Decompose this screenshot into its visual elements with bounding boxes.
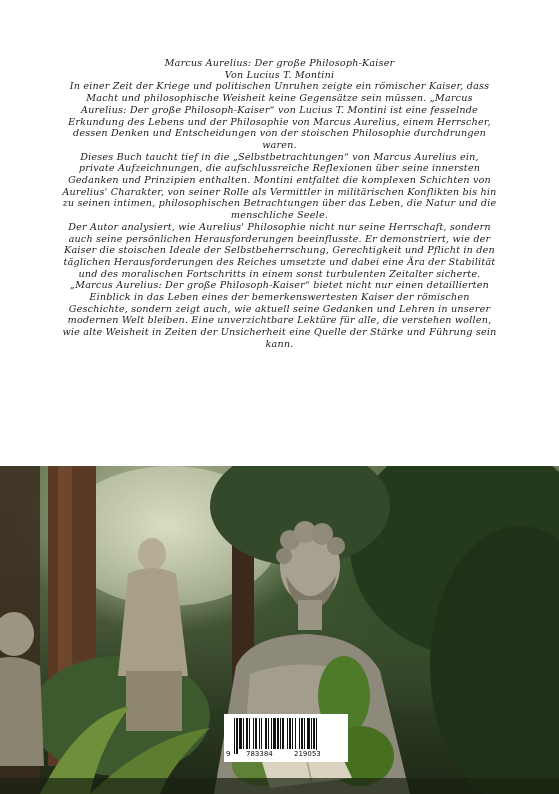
blurb-paragraph-3: Der Autor analysiert, wie Aurelius' Philosophie nicht nur seine Herrschaft, sondern auch seine persönlichen Herausforderungen beeinflusste. Er demonstriert, wie der Kaiser die stoischen Ideale der Selbstbeherrschung, Gerechtigkeit und Pflicht in den täglichen Herausforderungen des Reiches umsetzte und dabei eine Ära der Stabilität und des moralischen Fortschritts in einem sonst turbulenten Zeitalter sicherte.: [63, 221, 496, 280]
barcode-bar: [236, 718, 238, 754]
barcode-bar: [243, 718, 244, 749]
barcode-bar: [249, 718, 250, 749]
barcode-bar: [295, 718, 296, 749]
barcode-bar: [246, 718, 248, 749]
barcode-bar: [282, 718, 284, 749]
isbn-barcode: [224, 714, 348, 762]
barcode-bars: [224, 714, 348, 762]
back-cover-blurb: [62, 58, 497, 351]
barcode-bar: [313, 718, 315, 749]
barcode-bar: [304, 718, 305, 749]
barcode-digit-first: 9: [226, 750, 231, 758]
author-line: Von Lucius T. Montini: [224, 69, 335, 81]
barcode-digits-right: 219053: [294, 750, 321, 758]
barcode-bar: [268, 718, 269, 749]
barcode-bar: [280, 718, 281, 749]
barcode-bar: [289, 718, 291, 749]
barcode-bar: [301, 718, 303, 749]
barcode-bar: [292, 718, 293, 749]
barcode-bar: [261, 718, 262, 749]
barcode-bar: [253, 718, 254, 749]
barcode-bar: [239, 718, 242, 749]
barcode-bar: [299, 718, 300, 749]
barcode-bar: [234, 718, 235, 754]
barcode-bar: [273, 718, 276, 749]
barcode-bar: [277, 718, 279, 749]
barcode-digits-left: 783384: [246, 750, 273, 758]
barcode-bar: [255, 718, 257, 749]
barcode-bar: [271, 718, 272, 749]
blurb-paragraph-1: In einer Zeit der Kriege und politischen Unruhen zeigte ein römischer Kaiser, dass Macht und philosophische Weisheit keine Gegensätze sein müssen. „Marcus Aurelius: Der große Philosoph-Kaiser“ von Lucius T. Montini ist eine fesselnde Erkundung des Lebens und der Philosophie von Marcus Aurelius, einem Herrscher, dessen Denken und Entscheidungen von der stoischen Philosophie durchdrungen waren.: [68, 81, 491, 151]
barcode-bar: [259, 718, 260, 749]
book-title: Marcus Aurelius: Der große Philosoph-Kaiser: [164, 58, 395, 69]
blurb-paragraph-2: Dieses Buch taucht tief in die „Selbstbetrachtungen“ von Marcus Aurelius ein, private Aufzeichnungen, die aufschlussreiche Reflexionen über seine innersten Gedanken und Prinzipien enthalten. Montini entfaltet die komplexen Schichten von Aurelius' Charakter, von seiner Rolle als Vermittler in militärischen Konflikten bis hin zu seinen intimen, philosophischen Betrachtungen über das Leben, die Natur und die menschliche Seele.: [62, 151, 497, 222]
blurb-paragraph-4: „Marcus Aurelius: Der große Philosoph-Kaiser“ bietet nicht nur einen detaillierten Einblick in das Leben eines der bemerkenswertesten Kaiser der römischen Geschichte, sondern zeigt auch, wie aktuell seine Gedanken und Lehren in unserer modernen Welt bleiben. Eine unverzichtbare Lektüre für alle, die verstehen wollen, wie alte Weisheit in Zeiten der Unsicherheit eine Quelle der Stärke und Führung sein kann.: [62, 280, 497, 350]
barcode-bar: [287, 718, 288, 749]
barcode-bar: [311, 718, 312, 749]
statue-garden-photo: [0, 466, 559, 794]
barcode-bar: [307, 718, 310, 749]
barcode-bar: [316, 718, 317, 754]
barcode-bar: [265, 718, 267, 749]
